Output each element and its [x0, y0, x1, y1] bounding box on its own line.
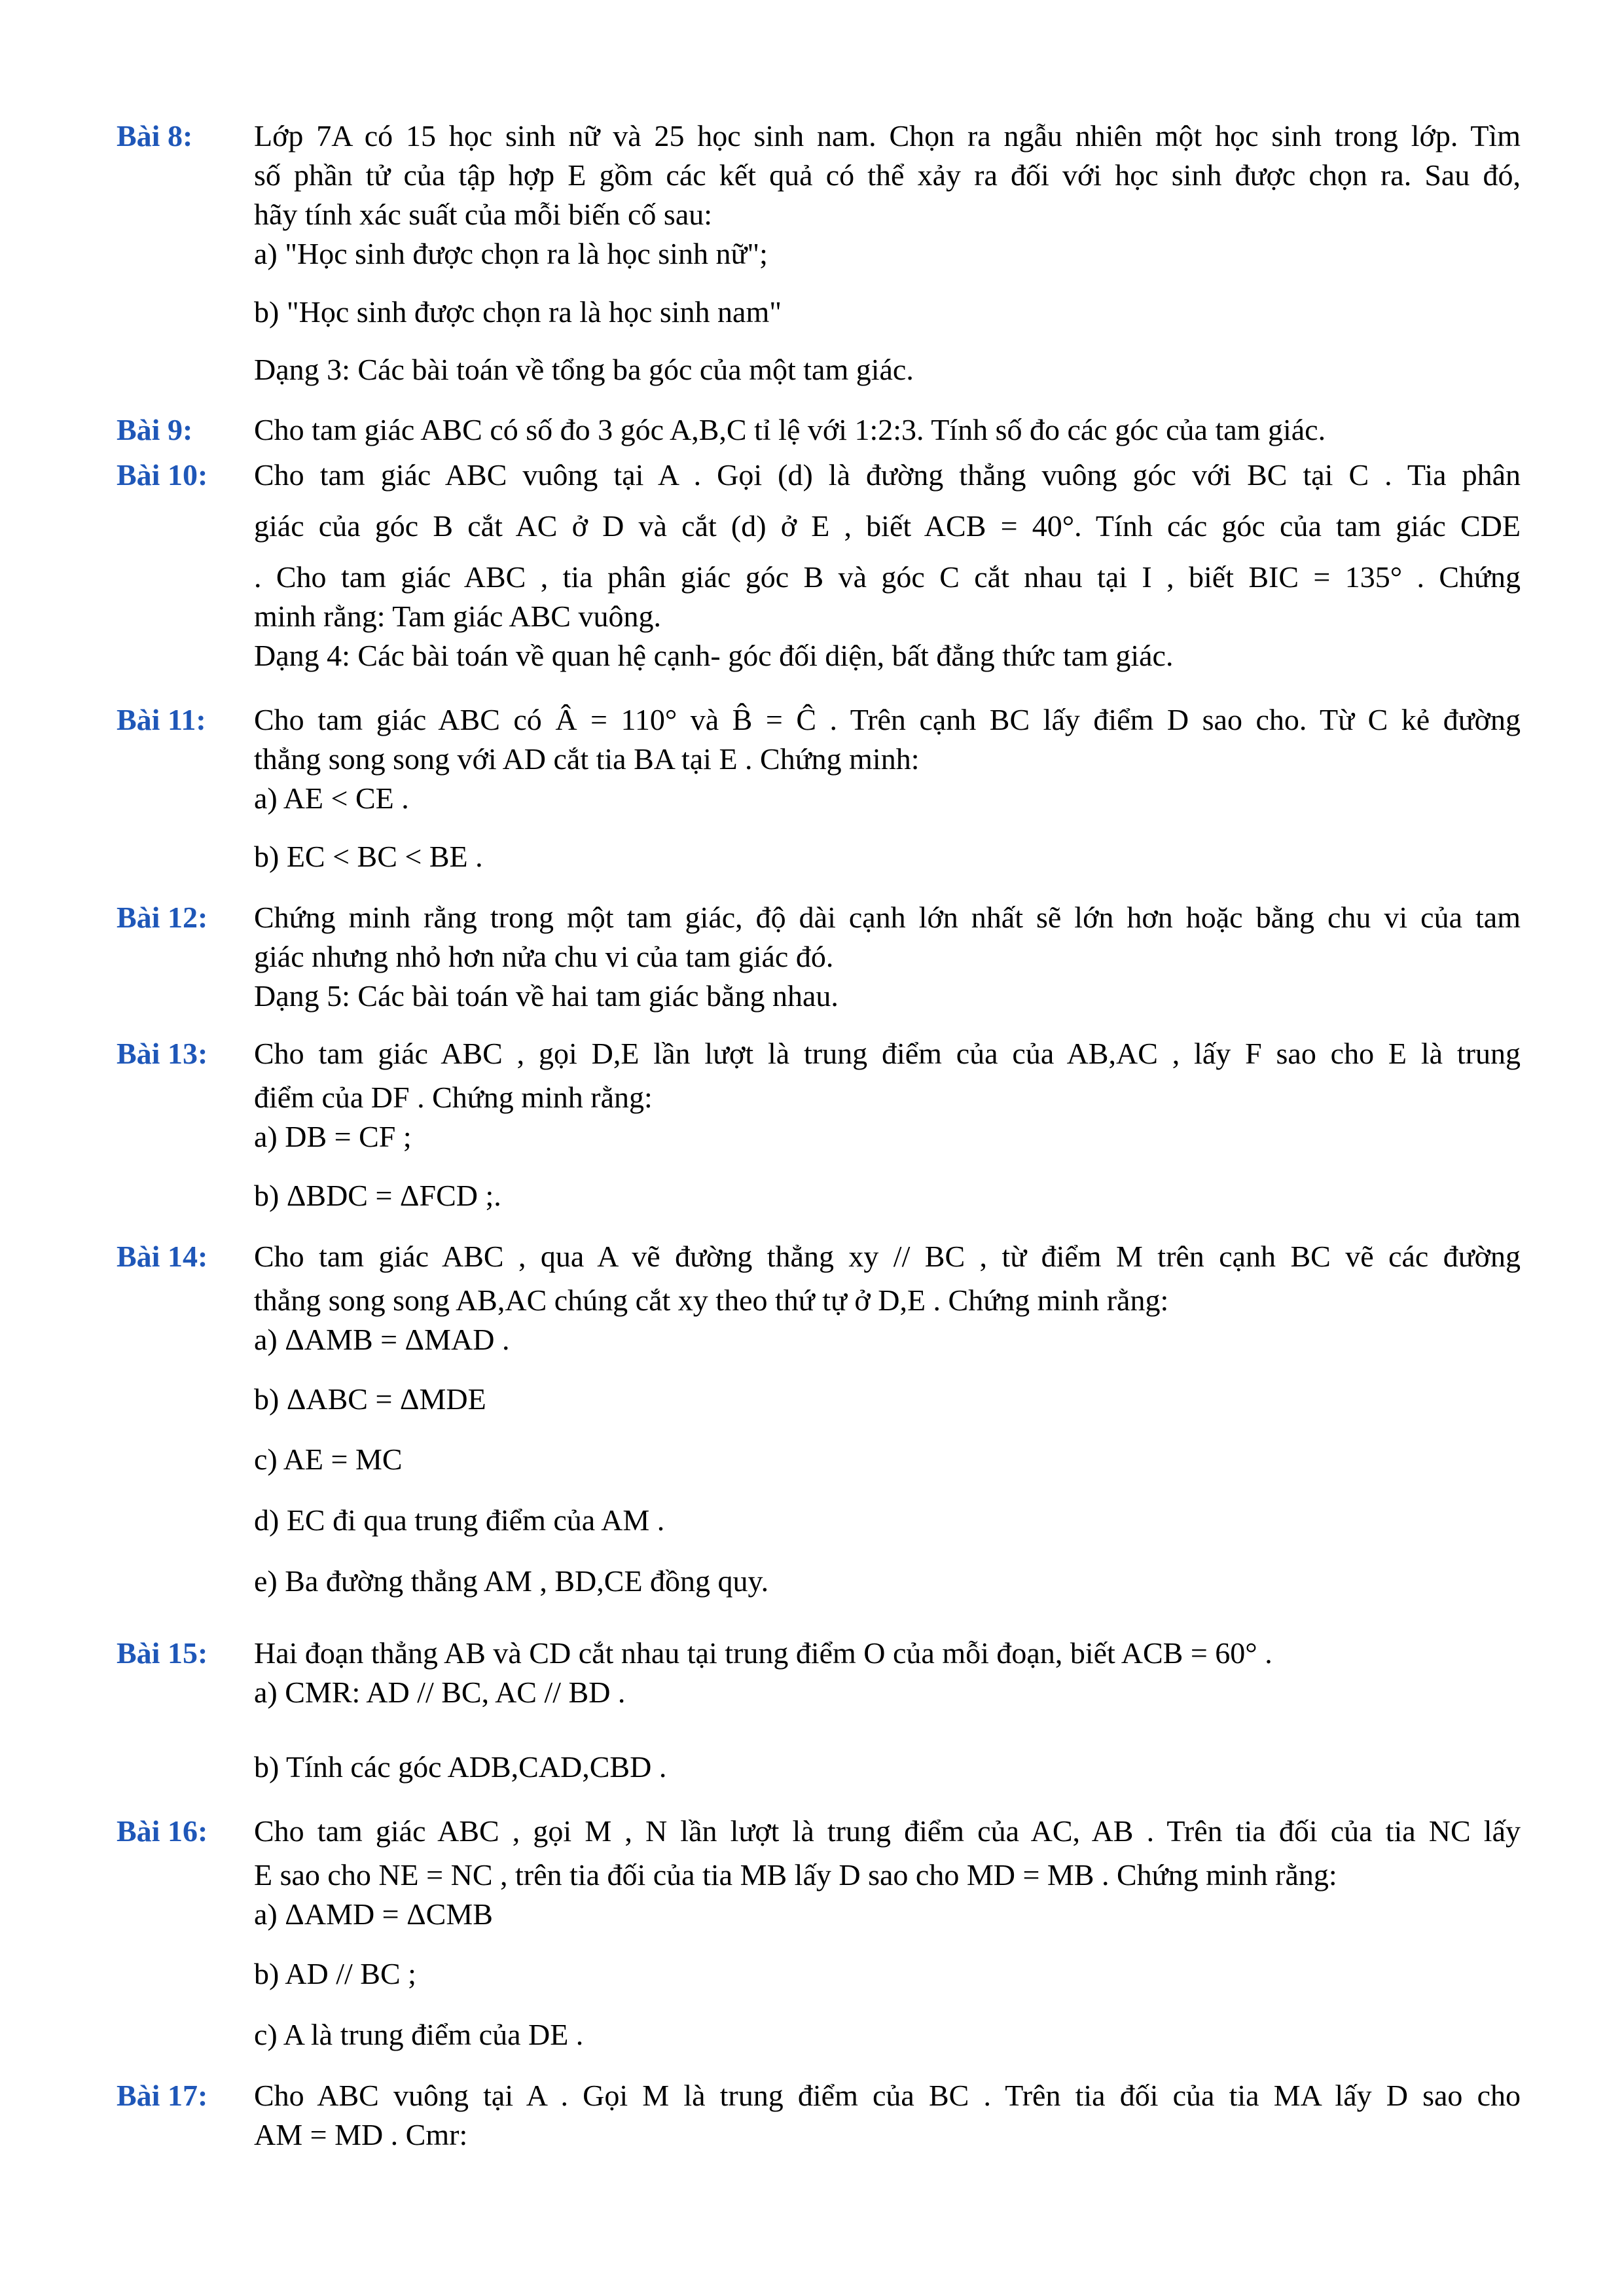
problem-part: c) AE = MC: [254, 1443, 403, 1476]
problem-text: Cho tam giác ABC có số đo 3 góc A,B,C tỉ lệ với 1:2:3. Tính số đo các góc của tam giác.: [254, 413, 1326, 446]
problem-part: b) ΔBDC = ΔFCD ;.: [254, 1179, 501, 1212]
text-line: a) CMR: AD // BC, AC // BD .: [254, 1676, 626, 1709]
text-line: a) "Học sinh được chọn ra là học sinh nữ";: [254, 237, 768, 270]
problem-part: b) EC < BC < BE .: [254, 840, 483, 873]
problem-text: [254, 117, 1521, 274]
text-line: Lớp 7A có 15 học sinh nữ và 25 học sinh nam. Chọn ra ngẫu nhiên một học sinh trong lớp. Tìm: [254, 119, 1521, 152]
text-line: AM = MD . Cmr:: [254, 2118, 468, 2151]
problem-text: [254, 2076, 1521, 2155]
problem-text: [254, 456, 1521, 675]
problem-text: [254, 1812, 1521, 1934]
text-line: Cho tam giác ABC vuông tại A . Gọi (d) là đường thẳng vuông góc với BC tại C . Tia phân: [254, 458, 1521, 492]
text-line: Cho tam giác ABC , gọi D,E lần lượt là trung điểm của của AB,AC , lấy F sao cho E là trung: [254, 1037, 1521, 1070]
problem-text: [254, 700, 1521, 818]
text-line: hãy tính xác suất của mỗi biến cố sau:: [254, 198, 713, 231]
problem-part: b) "Học sinh được chọn ra là học sinh nam": [254, 295, 782, 329]
text-line: a) ΔAMD = ΔCMB: [254, 1897, 493, 1931]
problem-part: e) Ba đường thẳng AM , BD,CE đồng quy.: [254, 1564, 769, 1598]
problem-text: [254, 1237, 1521, 1359]
text-line: a) DB = CF ;: [254, 1120, 412, 1153]
problem-part: b) AD // BC ;: [254, 1957, 416, 1990]
problem-label: Bài 16:: [117, 1814, 208, 1848]
section-heading: Dạng 3: Các bài toán về tổng ba góc của một tam giác.: [254, 353, 914, 386]
problem-label: Bài 11:: [117, 703, 206, 736]
text-line: Chứng minh rằng trong một tam giác, độ dài cạnh lớn nhất sẽ lớn hơn hoặc bằng chu vi của tam: [254, 901, 1521, 934]
text-line: E sao cho NE = NC , trên tia đối của tia MB lấy D sao cho MD = MB . Chứng minh rằng:: [254, 1858, 1337, 1892]
text-line: . Cho tam giác ABC , tia phân giác góc B và góc C cắt nhau tại I , biết BIC = 135° . Chứng: [254, 560, 1521, 594]
section-heading: Dạng 4: Các bài toán về quan hệ cạnh- góc đối diện, bất đẳng thức tam giác.: [254, 639, 1174, 672]
text-line: thẳng song song với AD cắt tia BA tại E . Chứng minh:: [254, 742, 920, 776]
problem-text: [254, 1034, 1521, 1157]
text-line: a) AE < CE .: [254, 781, 409, 815]
problem-label: Bài 9:: [117, 413, 193, 446]
text-line: Hai đoạn thẳng AB và CD cắt nhau tại trung điểm O của mỗi đoạn, biết ACB = 60° .: [254, 1636, 1272, 1670]
text-line: minh rằng: Tam giác ABC vuông.: [254, 600, 661, 633]
text-line: giác nhưng nhỏ hơn nửa chu vi của tam giác đó.: [254, 940, 834, 973]
problem-part: c) A là trung điểm của DE .: [254, 2018, 584, 2051]
text-line: Cho tam giác ABC , qua A vẽ đường thẳng xy // BC , từ điểm M trên cạnh BC vẽ các đường: [254, 1240, 1521, 1273]
text-line: Cho tam giác ABC có Â = 110° và B̂ = Ĉ . Trên cạnh BC lấy điểm D sao cho. Từ C kẻ đường: [254, 703, 1521, 736]
problem-label: Bài 14:: [117, 1240, 208, 1273]
problem-part: b) Tính các góc ADB,CAD,CBD .: [254, 1750, 667, 1784]
text-line: thẳng song song AB,AC chúng cắt xy theo thứ tự ở D,E . Chứng minh rằng:: [254, 1283, 1169, 1317]
text-line: Cho tam giác ABC , gọi M , N lần lượt là trung điểm của AC, AB . Trên tia đối của tia NC lấy: [254, 1814, 1521, 1848]
text-line: điểm của DF . Chứng minh rằng:: [254, 1081, 653, 1114]
problem-label: Bài 8:: [117, 119, 193, 152]
text-line: a) ΔAMB = ΔMAD .: [254, 1323, 510, 1356]
problem-label: Bài 13:: [117, 1037, 208, 1070]
text-line: Cho ABC vuông tại A . Gọi M là trung điểm của BC . Trên tia đối của tia MA lấy D sao cho: [254, 2079, 1521, 2112]
problem-part: b) ΔABC = ΔMDE: [254, 1382, 486, 1416]
problem-text: [254, 898, 1521, 1016]
problem-text: [254, 1634, 1521, 1712]
problem-label: Bài 17:: [117, 2079, 208, 2112]
problem-label: Bài 15:: [117, 1636, 208, 1670]
problem-part: d) EC đi qua trung điểm của AM .: [254, 1503, 665, 1537]
text-line: giác của góc B cắt AC ở D và cắt (d) ở E , biết ACB = 40°. Tính các góc của tam giác CDE: [254, 509, 1521, 543]
text-line: số phần tử của tập hợp E gồm các kết quả có thể xảy ra đối với học sinh được chọn ra. Sau đó,: [254, 158, 1521, 192]
problem-label: Bài 10:: [117, 458, 208, 492]
section-heading: Dạng 5: Các bài toán về hai tam giác bằng nhau.: [254, 979, 839, 1013]
problem-label: Bài 12:: [117, 901, 208, 934]
